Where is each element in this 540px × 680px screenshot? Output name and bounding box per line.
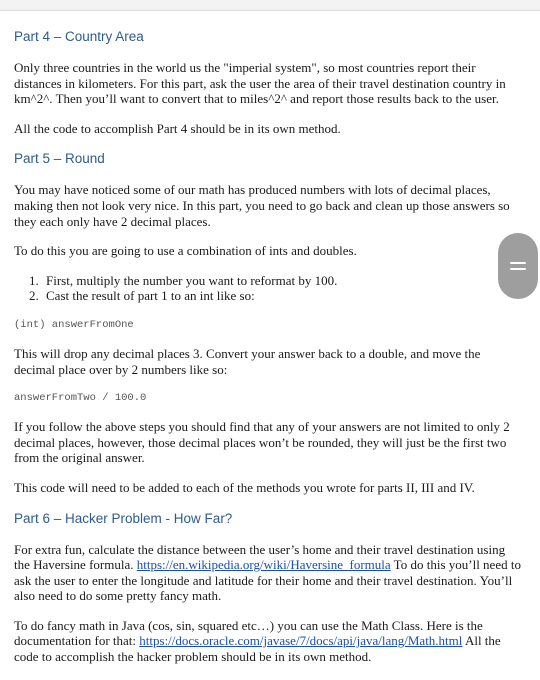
java-math-docs-link[interactable]: https://docs.oracle.com/javase/7/docs/api/java/lang/Math.html [139, 633, 463, 649]
drag-handle-icon [510, 262, 526, 270]
part5-heading: Part 5 – Round [14, 151, 105, 167]
part6-p1-text-before: For extra fun, calculate the distance between the user’s home and their travel destination using the Haversine formula. [14, 541, 506, 573]
part6-p2-text-before: To do fancy math in Java (cos, sin, squared etc…) you can use the Math Class. Here is the documentation for that: [14, 617, 483, 649]
scroll-handle[interactable] [498, 233, 538, 299]
part5-step-2: 2. Cast the result of part 1 to an int like so: [42, 288, 524, 304]
part5-paragraph-4: If you follow the above steps you should find that any of your answers are not limited to only 2 decimal places, however, those decimal places won’t be rounded, they will just be the first two from the original answer. [14, 419, 510, 466]
part6-heading: Part 6 – Hacker Problem - How Far? [14, 510, 233, 526]
part5-paragraph-5: This code will need to be added to each of the methods you wrote for parts II, III and IV. [14, 479, 475, 495]
part6-p2-text-after: All the code to accomplish the hacker problem should be in its own method. [14, 633, 501, 665]
part5-paragraph-3: This will drop any decimal places 3. Convert your answer back to a double, and move the decimal place over by 2 numbers like so: [14, 345, 481, 377]
part5-step-1: 1. First, multiply the number you want to reformat by 100. [42, 273, 524, 289]
part5-steps-list [14, 273, 524, 304]
haversine-link[interactable]: https://en.wikipedia.org/wiki/Haversine_formula [136, 557, 391, 573]
code-snippet-cast: (int) answerFromOne [14, 318, 134, 331]
code-snippet-divide: answerFromTwo / 100.0 [14, 392, 147, 405]
part6-paragraph-2 [14, 618, 524, 665]
part4-paragraph-2: All the code to accomplish Part 4 should be in its own method. [14, 120, 341, 136]
document-page [14, 28, 524, 679]
part6-p1-text-after: To do this you’ll need to ask the user to enter the longitude and latitude for their home and their travel destination. You’ll also need to do some pretty fancy math. [14, 557, 521, 604]
part5-paragraph-1: You may have noticed some of our math has produced numbers with lots of decimal places, making then not look very nice. In this part, you need to go back and clean up those answers so they each only have 2 decimal places. [14, 182, 510, 229]
part6-paragraph-1 [14, 542, 524, 604]
part4-heading: Part 4 – Country Area [14, 29, 144, 44]
top-toolbar [0, 0, 540, 11]
part5-paragraph-2: To do this you are going to use a combination of ints and doubles. [14, 243, 357, 259]
part4-paragraph-1: Only three countries in the world us the "imperial system", so most countries report their distances in kilometers. For this part, ask the user the area of their travel destination country in km^2^. Then you’ll want to convert that to miles^2^ and report those results back to the user. [14, 60, 506, 107]
